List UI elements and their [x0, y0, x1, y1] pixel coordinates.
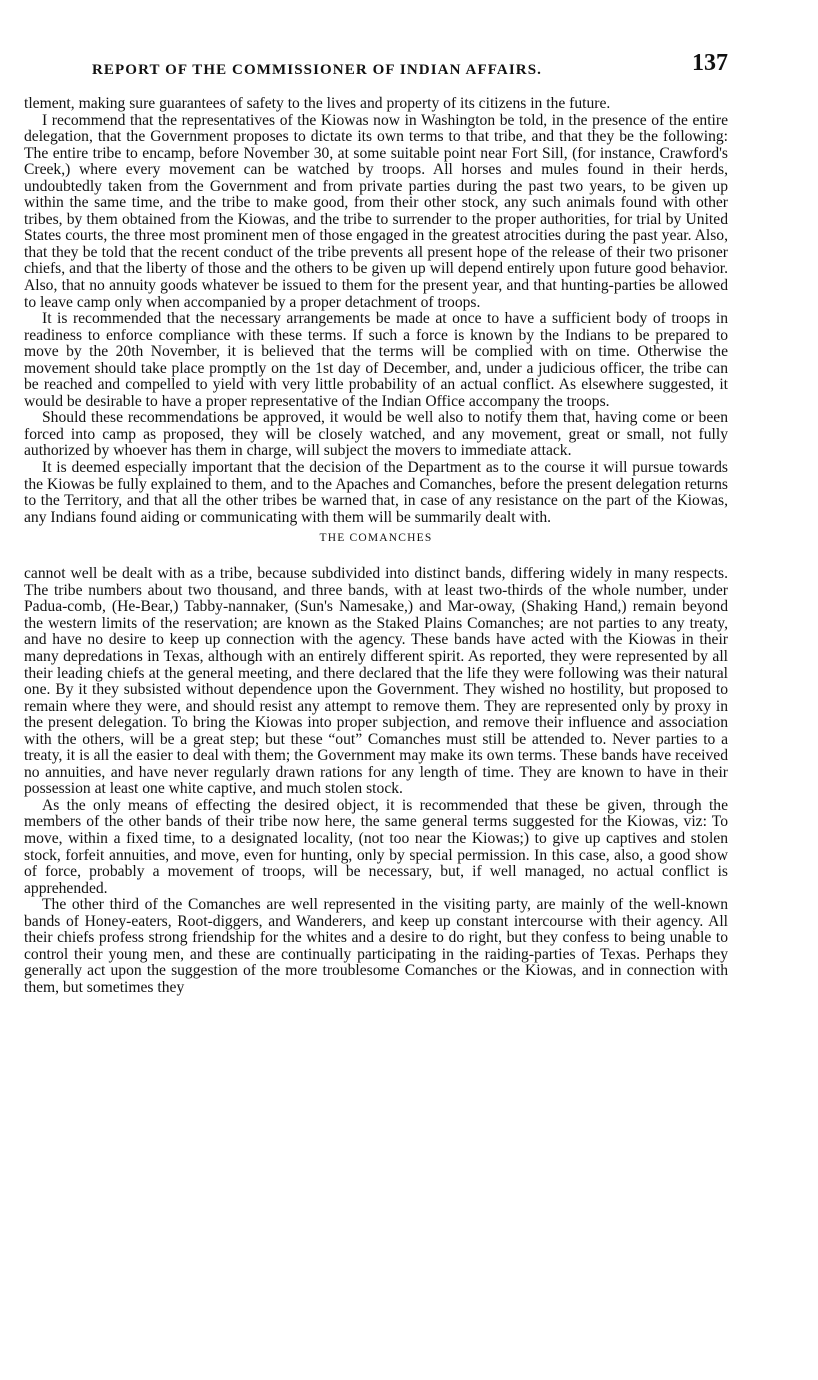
paragraph-other-comanches: The other third of the Comanches are well represented in the visiting party, are mainly of the well-known bands of Honey-eaters, Root-diggers, and Wanderers, and keep up constant intercourse with their agency. All their chiefs profess strong friendship for the whites and a desire to do right, but they confess to being unable to control their young men, and these are continually participating in the raiding-parties of Texas. Perhaps they generally act upon the suggestion of the more troublesome Comanches or the Kiowas, and in connection with them, but sometimes they	[24, 896, 728, 996]
page-number: 137	[692, 50, 728, 76]
body-text	[24, 96, 728, 996]
paragraph-comanche-terms: As the only means of effecting the desired object, it is recommended that these be given, through the members of the other bands of their tribe now here, the same general terms suggested for the Kiowas, viz: To move, within a fixed time, to a designated locality, (not too near the Kiowas;) to give up captives and stolen stock, forfeit annuities, and move, even for hunting, only by special permission. In this case, also, a good show of force, probably a movement of troops, will be necessary, but, if well managed, no actual conflict is apprehended.	[24, 796, 728, 897]
paragraph-kiowa-terms: I recommend that the representatives of the Kiowas now in Washington be told, in the presence of the entire delegation, that the Government proposes to dictate its own terms to that tribe, and that they be the following: The entire tribe to encamp, before November 30, at some suitable point near Fort Sill, (for instance, Crawford's Creek,) where every movement can be watched by troops. All horses and mules found in their herds, undoubtedly taken from the Government and from private parties during the past two years, to be given up within the same time, and the tribe to make good, from their other stock, any such animals found with other tribes, by them obtained from the Kiowas, and the tribe to surrender to the proper authorities, for trial by United States courts, the three most prominent men of those engaged in the greatest atrocities during the past year. Also, that they be told that the recent conduct of the tribe prevents all present hope of the release of their two prisoner chiefs, and that the liberty of those and the others to be given up will depend entirely upon future good behavior. Also, that no annuity goods whatever be issued to them for the present year, and that hunting-parties be allowed to leave camp only when accompanied by a proper detachment of troops.	[24, 111, 728, 311]
paragraph-department-decision: It is deemed especially important that the decision of the Department as to the course it will pursue towards the Kiowas be fully explained to them, and to the Apaches and Comanches, before the present delegation returns to the Territory, and that all the other tribes be warned that, in case of any resistance on the part of the Kiowas, any Indians found aiding or communicating with them will be summarily dealt with.	[24, 459, 728, 526]
paragraph-comanche-bands: cannot well be dealt with as a tribe, because subdivided into distinct bands, differing widely in many respects. The tribe numbers about two thousand, and three bands, with at least two-thirds of the whole number, under Padua-comb, (He-Bear,) Tabby-nannaker, (Sun's Namesake,) and Mar-oway, (Shaking Hand,) remain beyond the western limits of the reservation; are known as the Staked Plains Comanches; are not parties to any treaty, and have no desire to keep up connection with the agency. These bands have acted with the Kiowas in their many depredations in Texas, although with an entirely different spirit. As reported, they were represented by all their leading chiefs at the general meeting, and there declared that the life they were following was their natural one. By it they subsisted without dependence upon the Government. They wished no hostility, but proposed to remain where they were, and should resist any attempt to remove them. They are represented only by proxy in the present delegation. To bring the Kiowas into proper subjection, and remove their influence and association with the others, will be a great step; but these “out” Comanches must still be attended to. Never parties to a treaty, it is all the easier to deal with them; the Government may make its own terms. These bands have received no annuities, and have never regularly drawn rations for any length of time. They are known to have in their possession at least one white captive, and much stolen stock.	[24, 565, 728, 798]
paragraph-notify-tribes: Should these recommendations be approved, it would be well also to notify them that, having come or been forced into camp as proposed, they will be closely watched, and any movement, great or small, not fully authorized by whoever has them in charge, will subject the movers to immediate attack.	[24, 409, 728, 460]
running-head	[24, 50, 728, 82]
running-title: REPORT OF THE COMMISSIONER OF INDIAN AFFAIRS.	[92, 62, 542, 78]
section-heading: THE COMANCHES	[319, 532, 433, 545]
document-page	[24, 0, 728, 1380]
paragraph-troops-readiness: It is recommended that the necessary arrangements be made at once to have a sufficient body of troops in readiness to enforce compliance with these terms. If such a force is known by the Indians to be prepared to move by the 20th November, it is believed that the terms will be complied with on time. Otherwise the movement should take place promptly on the 1st day of December, and, under a judicious officer, the tribe can be reached and compelled to yield with very little probability of an actual conflict. As elsewhere suggested, it would be desirable to have a proper representative of the Indian Office accompany the troops.	[24, 310, 728, 410]
paragraph-continuation: tlement, making sure guarantees of safety to the lives and property of its citizens in the future.	[24, 95, 611, 112]
